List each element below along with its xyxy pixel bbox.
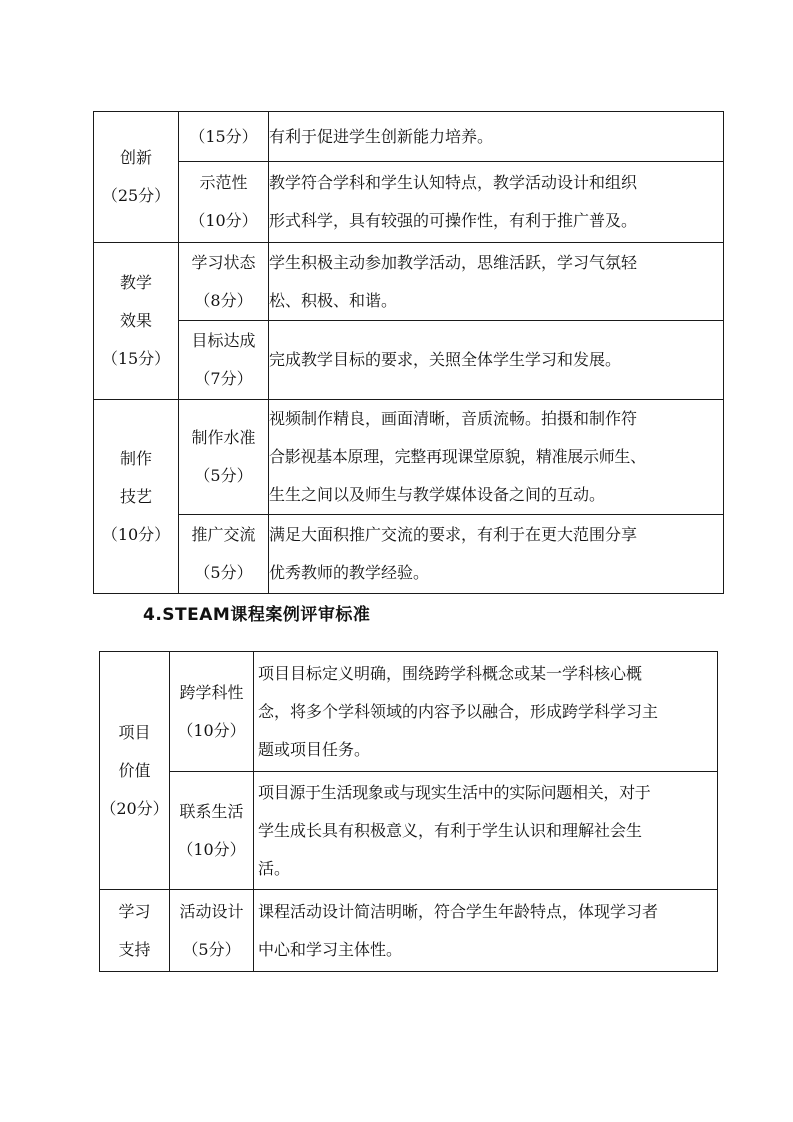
criterion-study-state — [179, 243, 269, 321]
criterion-description — [254, 652, 718, 772]
criterion-score: （8分） — [194, 290, 253, 310]
criterion-name: 跨学科性 — [179, 682, 244, 702]
criterion-description — [254, 890, 718, 972]
criterion-name: 推广交流 — [191, 525, 256, 544]
criterion-description — [269, 515, 724, 594]
category-production-craft — [94, 400, 179, 594]
category-name-line: 教学 — [119, 273, 152, 292]
category-score: （25分） — [101, 186, 171, 205]
category-name-line: 效果 — [119, 311, 152, 330]
criterion-score: （5分） — [194, 466, 253, 485]
criterion-activity-design — [170, 890, 254, 972]
criterion-interdisciplinary — [170, 652, 254, 772]
criterion-name: 目标达成 — [191, 331, 256, 350]
category-score: （15分） — [101, 349, 171, 368]
category-name-line: 支持 — [118, 939, 151, 959]
category-score: （20分） — [100, 798, 169, 818]
description-line: 松、积极、和谐。 — [269, 290, 398, 310]
description-line: 学生成长具有积极意义，有利于学生认识和理解社会生 — [258, 820, 643, 840]
description-line: 有利于促进学生创新能力培养。 — [269, 126, 494, 146]
description-line: 满足大面积推广交流的要求，有利于在更大范围分享 — [269, 525, 638, 544]
category-score: （10分） — [101, 524, 171, 544]
criterion-name: 活动设计 — [179, 901, 244, 921]
category-name-line: 价值 — [118, 760, 151, 780]
description-line: 活。 — [258, 858, 291, 878]
criterion-description — [269, 400, 724, 515]
description-line: 中心和学习主体性。 — [258, 939, 403, 959]
criterion-innovation-score-cell — [179, 112, 269, 162]
criterion-name: 示范性 — [199, 173, 248, 192]
criterion-score: （10分） — [177, 720, 246, 740]
category-name: 创新 — [119, 148, 152, 167]
criteria-table-video — [93, 111, 724, 594]
criterion-score: （10分） — [189, 211, 258, 230]
category-name-line: 学习 — [118, 901, 151, 921]
criterion-score: （7分） — [194, 369, 253, 388]
description-line: 项目目标定义明确，围绕跨学科概念或某一学科核心概 — [258, 663, 643, 683]
description-line: 教学符合学科和学生认知特点，教学活动设计和组织 — [269, 173, 638, 192]
description-line: 课程活动设计简洁明晰，符合学生年龄特点，体现学习者 — [258, 901, 659, 921]
criterion-name: 学习状态 — [191, 252, 256, 272]
section-heading: 4.STEAM课程案例评审标准 — [143, 605, 371, 625]
criterion-description — [269, 112, 724, 162]
description-line: 学生积极主动参加教学活动，思维活跃，学习气氛轻 — [269, 252, 638, 272]
criterion-name: 制作水准 — [191, 428, 256, 447]
description-line: 优秀教师的教学经验。 — [269, 563, 430, 582]
criterion-demonstration — [179, 162, 269, 243]
category-learning-support — [100, 890, 170, 972]
category-name-line: 项目 — [118, 722, 151, 742]
description-line: 题或项目任务。 — [258, 739, 371, 759]
criteria-table-steam — [99, 651, 718, 972]
description-line: 项目源于生活现象或与现实生活中的实际问题相关，对于 — [258, 782, 651, 802]
description-line: 念，将多个学科领域的内容予以融合，形成跨学科学习主 — [258, 701, 659, 721]
description-line: 形式科学，具有较强的可操作性，有利于推广普及。 — [269, 211, 638, 230]
category-teaching-effect — [94, 243, 179, 400]
criterion-name: 联系生活 — [179, 801, 244, 821]
description-line: 生生之间以及师生与教学媒体设备之间的互动。 — [269, 485, 606, 504]
criterion-score: （5分） — [182, 939, 241, 959]
criterion-score: （5分） — [194, 563, 253, 582]
criterion-description — [269, 162, 724, 243]
criterion-description — [254, 772, 718, 890]
criterion-life-connection — [170, 772, 254, 890]
category-project-value — [100, 652, 170, 890]
description-line: 完成教学目标的要求，关照全体学生学习和发展。 — [269, 350, 622, 369]
criterion-description — [269, 321, 724, 400]
criterion-promotion — [179, 515, 269, 594]
description-line: 合影视基本原理，完整再现课堂原貌，精准展示师生、 — [269, 447, 646, 466]
category-name-line: 技艺 — [119, 486, 152, 506]
description-line: 视频制作精良，画面清晰，音质流畅。拍摄和制作符 — [269, 409, 638, 428]
criterion-description — [269, 243, 724, 321]
criterion-score: （15分） — [189, 126, 258, 146]
category-name-line: 制作 — [119, 448, 152, 468]
criterion-goal-achievement — [179, 321, 269, 400]
criterion-score: （10分） — [177, 839, 246, 859]
criterion-production-quality — [179, 400, 269, 515]
category-innovation — [94, 112, 179, 243]
